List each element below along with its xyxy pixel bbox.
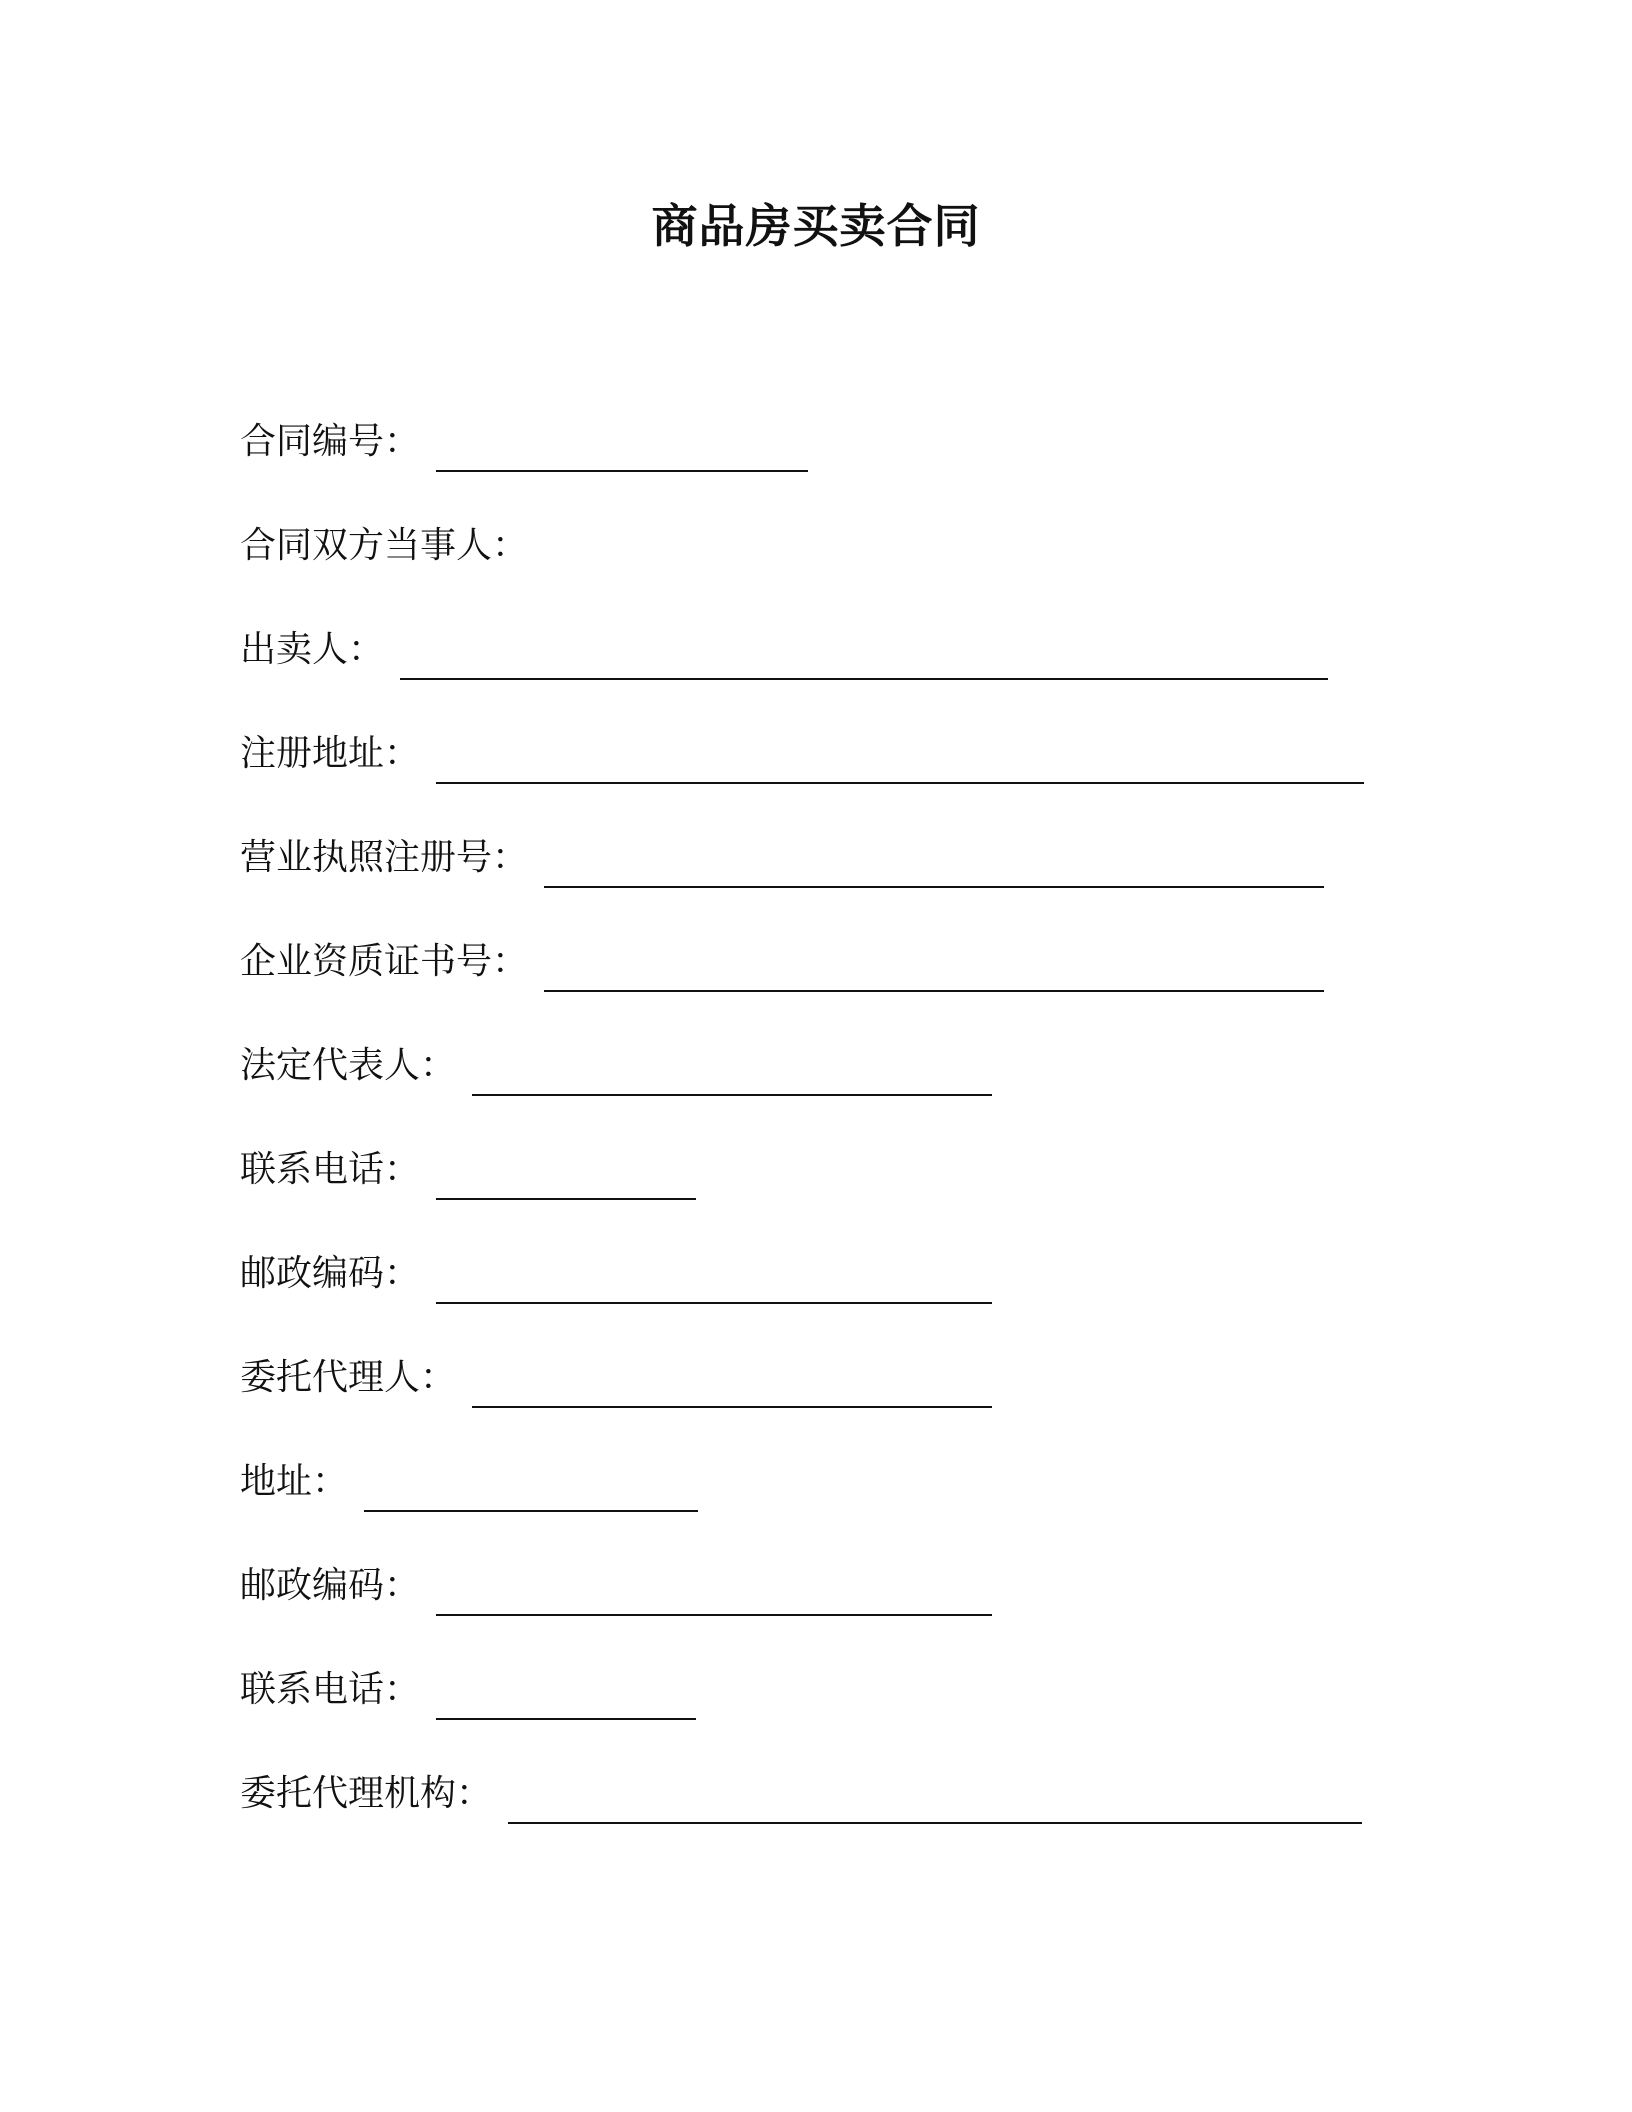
agency-label: 委托代理机构： [240, 1773, 493, 1814]
business-license-label: 营业执照注册号： [240, 837, 529, 878]
address-blank[interactable] [364, 1452, 698, 1512]
phone-label-1: 联系电话： [240, 1149, 421, 1190]
address-row [240, 1452, 1400, 1556]
phone-label-2: 联系电话： [240, 1669, 421, 1710]
contract-number-label: 合同编号： [240, 421, 421, 462]
form-fields [240, 412, 1400, 1868]
postal-code-label-1: 邮政编码： [240, 1253, 421, 1294]
authorized-agent-blank[interactable] [472, 1348, 992, 1408]
legal-representative-blank[interactable] [472, 1036, 992, 1096]
agency-blank[interactable] [508, 1764, 1362, 1824]
parties-heading: 合同双方当事人： [240, 525, 529, 566]
postal-code-blank-2[interactable] [436, 1556, 992, 1616]
authorized-agent-label: 委托代理人： [240, 1357, 457, 1398]
seller-blank[interactable] [400, 620, 1328, 680]
qualification-cert-row [240, 932, 1400, 1036]
qualification-cert-label: 企业资质证书号： [240, 941, 529, 982]
parties-heading-row [240, 516, 1400, 620]
contract-number-row [240, 412, 1400, 516]
seller-label: 出卖人： [240, 629, 385, 670]
business-license-blank[interactable] [544, 828, 1324, 888]
phone-blank-1[interactable] [436, 1140, 696, 1200]
qualification-cert-blank[interactable] [544, 932, 1324, 992]
authorized-agent-row [240, 1348, 1400, 1452]
contract-number-blank[interactable] [436, 412, 808, 472]
postal-code-label-2: 邮政编码： [240, 1565, 421, 1606]
postal-code-row-1 [240, 1244, 1400, 1348]
phone-blank-2[interactable] [436, 1660, 696, 1720]
legal-representative-label: 法定代表人： [240, 1045, 457, 1086]
postal-code-blank-1[interactable] [436, 1244, 992, 1304]
agency-row [240, 1764, 1400, 1868]
business-license-row [240, 828, 1400, 932]
seller-row [240, 620, 1400, 724]
registered-address-blank[interactable] [436, 724, 1364, 784]
phone-row-2 [240, 1660, 1400, 1764]
document-title: 商品房买卖合同 [651, 199, 981, 253]
address-label: 地址： [240, 1461, 349, 1502]
registered-address-label: 注册地址： [240, 733, 421, 774]
phone-row-1 [240, 1140, 1400, 1244]
legal-representative-row [240, 1036, 1400, 1140]
registered-address-row [240, 724, 1400, 828]
postal-code-row-2 [240, 1556, 1400, 1660]
